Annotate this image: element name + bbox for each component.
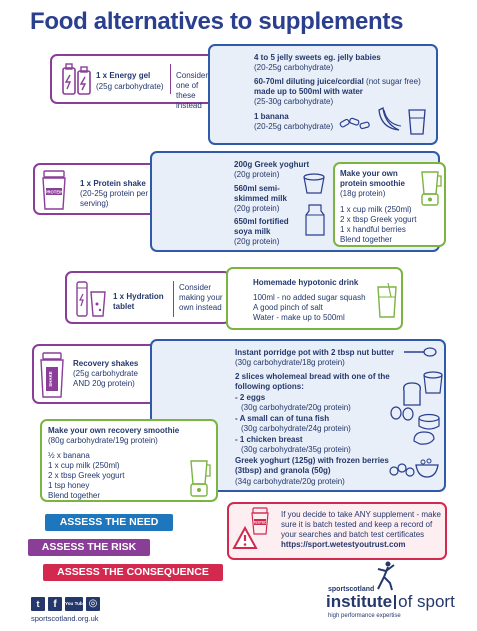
page-title: Food alternatives to supplements	[30, 8, 404, 35]
protein-tub-icon	[40, 169, 68, 211]
alt-jelly-detail: (20-25g carbohydrate)	[254, 63, 334, 72]
recovery-smoothie-item: 1 tsp honey	[48, 481, 90, 490]
yoghurt-granola-title: Greek yoghurt (125g) with frozen berries (3tbsp) and granola (50g)	[235, 456, 389, 475]
recovery-shake-label: Recovery shakes	[73, 359, 139, 368]
protein-shake-label: 1 x Protein shake	[80, 179, 146, 188]
youtube-icon[interactable]: You Tube	[65, 597, 83, 611]
energy-alternatives-panel	[208, 44, 438, 145]
shake-tub-label: SHAKE	[48, 371, 53, 387]
bread-option-detail: (30g carbohydrate/24g protein)	[241, 424, 351, 433]
alt-yoghurt-detail: (20g protein)	[234, 170, 280, 179]
alt-juice-title: 60-70ml diluting juice/cordial (not sugar free) made up to 500ml with water	[254, 77, 421, 96]
bread-title: 2 slices wholemeal bread with one of the following options:	[235, 372, 390, 391]
recovery-smoothie-detail: (80g carbohydrate/19g protein)	[48, 436, 158, 445]
assess-risk-button[interactable]	[28, 539, 150, 556]
hydration-tablet-icon	[73, 280, 109, 318]
alt-soya-title: 650ml fortified soya milk	[234, 217, 289, 236]
jelly-sweets-icon	[338, 111, 374, 133]
divider	[170, 64, 171, 94]
recovery-smoothie-item: 1 x cup milk (250ml)	[48, 461, 120, 470]
protein-tub-label: PROTEIN	[44, 189, 64, 195]
blender-icon	[417, 168, 443, 208]
energy-gel-label: 1 x Energy gel	[96, 71, 151, 80]
assess-need-button[interactable]	[45, 514, 173, 531]
bread-option: - A small can of tuna fish	[235, 414, 330, 423]
social-icons	[31, 597, 101, 611]
shake-tub-icon	[38, 351, 66, 399]
bread-option-detail: (30g carbohydrate/35g protein)	[241, 445, 351, 454]
warning-text: If you decide to take ANY supplement - make sure it is batch tested and keep a record of your searches and batch test certificates	[281, 510, 441, 539]
institute-of-sport-logo	[324, 561, 456, 625]
website-link[interactable]: sportscotland.org.uk	[31, 614, 99, 623]
logo-tagline: high performance expertise	[328, 613, 401, 619]
protein-smoothie-detail: (18g protein)	[340, 189, 386, 198]
hypotonic-line: Water - make up to 500ml	[253, 313, 345, 322]
bread-option-detail: (30g carbohydrate/20g protein)	[241, 403, 351, 412]
recovery-smoothie-item: Blend together	[48, 491, 101, 500]
twitter-icon[interactable]: t	[31, 597, 45, 611]
protein-smoothie-title: Make your own protein smoothie	[340, 169, 405, 188]
wetestyoutrust-link[interactable]: https://sport.wetestyoutrust.com	[281, 540, 406, 549]
alt-banana-detail: (20-25g carbohydrate)	[254, 122, 334, 131]
batch-test-warning	[227, 502, 447, 560]
milk-carton-icon	[304, 203, 326, 237]
tested-tub-label: TESTED	[253, 520, 267, 525]
hydration-tablet-label: 1 x Hydration tablet	[113, 292, 164, 311]
spoon-icon	[402, 345, 438, 359]
hypotonic-line: 100ml - no added sugar squash	[253, 293, 366, 302]
hydration-tablet-card	[65, 271, 231, 324]
warning-triangle-icon	[232, 526, 258, 550]
alt-juice-detail: (25-30g carbohydrate)	[254, 97, 334, 106]
chicken-icon	[410, 429, 438, 447]
bread-option: - 2 eggs	[235, 393, 266, 402]
porridge-detail: (30g carbohydrate/18g protein)	[235, 358, 345, 367]
recovery-smoothie-title: Make your own recovery smoothie	[48, 426, 180, 435]
yoghurt-granola-detail: (34g carbohydrate/20g protein)	[235, 477, 345, 486]
recovery-shake-detail: (25g carbohydrate AND 20g protein)	[73, 369, 138, 388]
alt-milk-title: 560ml semi-skimmed milk	[234, 184, 287, 203]
athlete-figure-icon	[374, 561, 398, 591]
protein-smoothie-item: 1 x handful berries	[340, 225, 406, 234]
protein-smoothie-card	[333, 162, 446, 247]
hypotonic-title: Homemade hypotonic drink	[253, 278, 359, 287]
energy-gel-icon	[60, 62, 94, 98]
bread-slice-icon	[400, 381, 424, 407]
yoghurt-pot-icon	[302, 173, 326, 195]
alt-yoghurt-title: 200g Greek yoghurt	[234, 160, 310, 169]
drink-glass-icon	[406, 106, 428, 136]
protein-smoothie-item: Blend together	[340, 235, 393, 244]
protein-shake-detail: (20-25g protein per serving)	[80, 189, 149, 208]
assess-need-label: ASSESS THE NEED	[59, 516, 159, 528]
eggs-icon	[388, 405, 418, 421]
instagram-icon[interactable]: ◎	[86, 597, 100, 611]
porridge-title: Instant porridge pot with 2 tbsp nut butter	[235, 348, 395, 357]
alt-soya-detail: (20g protein)	[234, 237, 280, 246]
alt-banana-title: 1 banana	[254, 112, 289, 121]
recovery-smoothie-card	[40, 419, 218, 502]
divider	[173, 281, 174, 317]
porridge-pot-icon	[422, 371, 444, 395]
protein-smoothie-item: 1 x cup milk (250ml)	[340, 205, 412, 214]
protein-smoothie-item: 2 x tbsp Greek yogurt	[340, 215, 417, 224]
assess-consequence-button[interactable]	[43, 564, 223, 581]
drink-glass-icon	[376, 283, 398, 319]
logo-institute-of-sport: institute of sport	[326, 592, 455, 611]
bread-option: - 1 chicken breast	[235, 435, 303, 444]
alt-jelly-title: 4 to 5 jelly sweets eg. jelly babies	[254, 53, 381, 62]
consider-label: Consider making your own instead	[179, 283, 223, 312]
hypotonic-line: A good pinch of salt	[253, 303, 323, 312]
recovery-smoothie-item: 2 x tbsp Greek yogurt	[48, 471, 125, 480]
energy-gel-detail: (25g carbohydrate)	[96, 82, 164, 91]
assess-consequence-label: ASSESS THE CONSEQUENCE	[57, 566, 209, 578]
recovery-smoothie-item: ½ x banana	[48, 451, 90, 460]
hypotonic-drink-card	[226, 267, 403, 330]
energy-gel-card	[50, 54, 218, 110]
assess-risk-label: ASSESS THE RISK	[41, 541, 137, 553]
bowl-icon	[414, 457, 440, 479]
consider-label: Consider one of these instead	[176, 71, 209, 110]
logo-sportscotland: sportscotland	[328, 586, 375, 593]
banana-icon	[375, 104, 403, 134]
facebook-icon[interactable]: f	[48, 597, 62, 611]
alt-milk-detail: (20g protein)	[234, 204, 280, 213]
blender-icon	[185, 457, 213, 499]
